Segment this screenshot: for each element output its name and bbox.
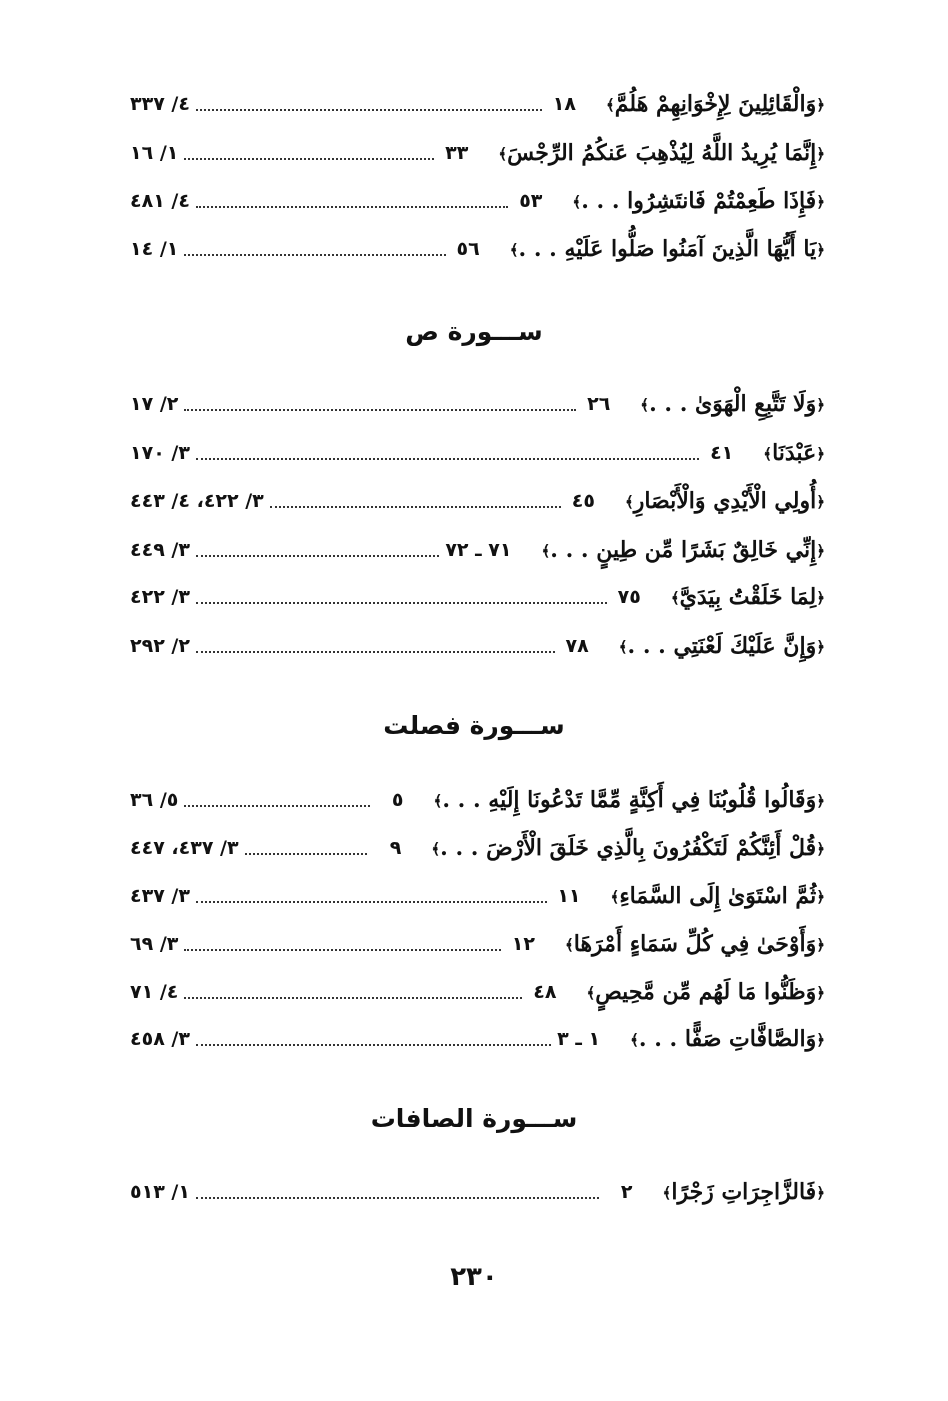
index-row <box>130 626 825 666</box>
index-row <box>130 876 825 916</box>
index-row <box>130 84 825 124</box>
index-row <box>130 1172 825 1212</box>
verse-number: ٥٣ <box>519 190 543 212</box>
page-number: ٢٣٠ <box>450 1262 498 1292</box>
verse-text: ﴿لِمَا خَلَقْتُ بِيَدَيَّ﴾ <box>670 584 825 610</box>
verse-text: ﴿قُلْ أَئِنَّكُمْ لَتَكْفُرُونَ بِالَّذِي خَلَقَ الْأَرْضَ . . .﴾ <box>431 835 825 861</box>
page-reference: ٢/ ١٧ <box>130 393 179 415</box>
dot-leader <box>270 506 561 508</box>
verse-text: ﴿إِنِّي خَالِقٌ بَشَرًا مِّن طِينٍ . . .﴾ <box>541 537 825 563</box>
index-row <box>130 481 825 521</box>
dot-leader <box>245 853 368 855</box>
verse-number: ٥ <box>391 789 404 811</box>
verse-text: ﴿فَالزَّاجِرَاتِ زَجْرًا﴾ <box>662 1179 825 1205</box>
index-row <box>130 577 825 617</box>
verse-text: ﴿وَالْقَائِلِينَ لِإِخْوَانِهِمْ هَلُمَّ﴾ <box>605 91 825 117</box>
verse-number: ٧٨ <box>565 635 589 657</box>
dot-leader <box>184 805 369 807</box>
verse-number: ٧٥ <box>617 586 641 608</box>
page-reference: ٤/ ٤٨١ <box>130 190 190 212</box>
dot-leader <box>196 901 547 903</box>
verse-number: ٢ <box>620 1181 633 1203</box>
index-row <box>130 924 825 964</box>
verse-text: ﴿وَلَا تَتَّبِعِ الْهَوَىٰ . . .﴾ <box>640 391 825 417</box>
verse-text: ﴿أُولِي الْأَيْدِي وَالْأَبْصَارِ﴾ <box>624 488 825 514</box>
verse-text: ﴿وَإِنَّ عَلَيْكَ لَعْنَتِي . . .﴾ <box>618 633 825 659</box>
dot-leader <box>196 206 508 208</box>
page-reference: ٤/ ٧١ <box>130 981 179 1003</box>
page-reference: ٤/ ٣٣٧ <box>130 93 190 115</box>
verse-text: ﴿ثُمَّ اسْتَوَىٰ إِلَى السَّمَاءِ﴾ <box>610 883 825 909</box>
index-row <box>130 133 825 173</box>
verse-text: ﴿وَقَالُوا قُلُوبُنَا فِي أَكِنَّةٍ مِّمَّا تَدْعُونَا إِلَيْهِ . . .﴾ <box>433 787 825 813</box>
verse-number: ٩ <box>389 837 402 859</box>
verse-text: ﴿عَبْدَنَا﴾ <box>763 440 825 466</box>
verse-number: ٤٨ <box>533 981 557 1003</box>
verse-number: ١٨ <box>552 93 576 115</box>
verse-text: ﴿وَظَنُّوا مَا لَهُم مِّن مَّحِيصٍ﴾ <box>586 979 825 1005</box>
page-reference: ٣/ ٤٥٨ <box>130 1028 190 1050</box>
section-heading: ســـورة فصلت <box>383 711 565 740</box>
dot-leader <box>184 254 445 256</box>
page-reference: ٥/ ٣٦ <box>130 789 179 811</box>
index-row <box>130 229 825 269</box>
verse-number: ٤٥ <box>571 490 595 512</box>
page-reference: ٣/ ٦٩ <box>130 933 179 955</box>
page-reference: ٣/ ٤٣٧، ٤٤٧ <box>130 837 239 859</box>
page-reference: ٣/ ٤٣٧ <box>130 885 190 907</box>
verse-number: ١٢ <box>511 933 535 955</box>
verse-number: ٤١ <box>710 442 734 464</box>
index-row <box>130 1019 825 1059</box>
verse-text: ﴿فَإِذَا طَعِمْتُمْ فَانتَشِرُوا . . .﴾ <box>572 188 825 214</box>
index-row <box>130 828 825 868</box>
dot-leader <box>196 651 555 653</box>
index-row <box>130 433 825 473</box>
dot-leader <box>184 409 576 411</box>
dot-leader <box>196 1197 599 1199</box>
verse-number: ٧١ ـ ٧٢ <box>445 539 512 561</box>
dot-leader <box>196 1044 551 1046</box>
verse-text: ﴿يَا أَيُّهَا الَّذِينَ آمَنُوا صَلُّوا عَلَيْهِ . . .﴾ <box>509 236 825 262</box>
page-reference: ١/ ١٦ <box>130 142 179 164</box>
page-reference: ٣/ ١٧٠ <box>130 442 190 464</box>
verse-text: ﴿وَأَوْحَىٰ فِي كُلِّ سَمَاءٍ أَمْرَهَا﴾ <box>564 931 825 957</box>
verse-text: ﴿وَالصَّافَّاتِ صَفًّا . . .﴾ <box>630 1026 825 1052</box>
section-heading: ســـورة الصافات <box>370 1104 578 1133</box>
index-row <box>130 384 825 424</box>
dot-leader <box>196 458 699 460</box>
page-reference: ٣/ ٤٤٩ <box>130 539 190 561</box>
verse-number: ٥٦ <box>456 238 480 260</box>
index-row <box>130 181 825 221</box>
verse-number: ١ ـ ٣ <box>557 1028 601 1050</box>
verse-number: ٣٣ <box>445 142 469 164</box>
page-reference: ٢/ ٢٩٢ <box>130 635 190 657</box>
page-reference: ١/ ١٤ <box>130 238 179 260</box>
page-reference: ٣/ ٤٢٢ <box>130 586 190 608</box>
index-row <box>130 972 825 1012</box>
dot-leader <box>196 109 542 111</box>
verse-number: ٢٦ <box>587 393 611 415</box>
dot-leader <box>184 158 434 160</box>
index-row <box>130 530 825 570</box>
verse-number: ١١ <box>557 885 581 907</box>
page-reference: ٣/ ٤٢٢، ٤/ ٤٤٣ <box>130 490 264 512</box>
index-row <box>130 780 825 820</box>
verse-text: ﴿إِنَّمَا يُرِيدُ اللَّهُ لِيُذْهِبَ عَنكُمُ الرِّجْسَ﴾ <box>498 140 825 166</box>
page-reference: ١/ ٥١٣ <box>130 1181 190 1203</box>
dot-leader <box>184 949 501 951</box>
dot-leader <box>184 997 522 999</box>
dot-leader <box>196 602 607 604</box>
section-heading: ســـورة ص <box>405 317 543 346</box>
dot-leader <box>196 555 439 557</box>
